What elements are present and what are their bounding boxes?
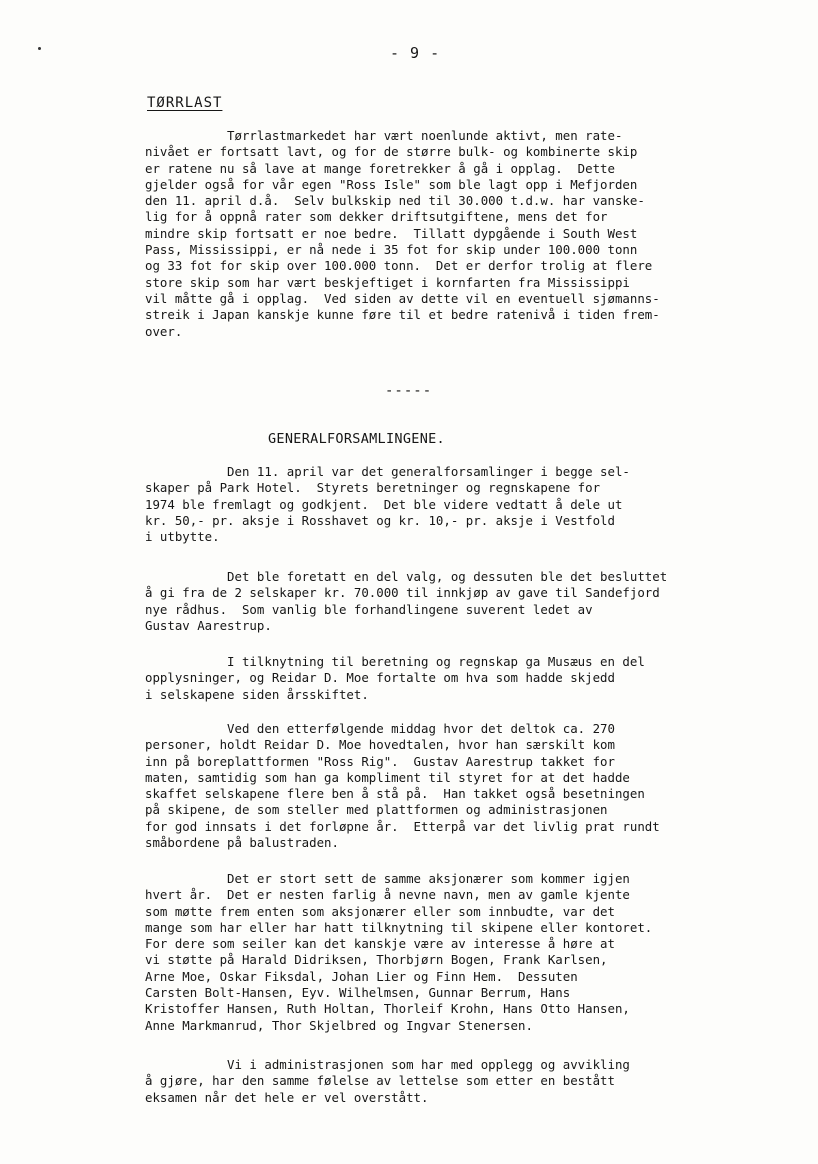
text-line: Anne Markmanrud, Thor Skjelbred og Ingvar Stenersen. — [145, 1017, 533, 1033]
text-line: å gjøre, har den samme følelse av lettelse som etter en bestått — [145, 1073, 615, 1089]
text-line: småbordene på balustraden. — [145, 835, 339, 851]
text-line: Kristoffer Hansen, Ruth Holtan, Thorleif Krohn, Hans Otto Hansen, — [145, 1001, 630, 1017]
text-line: skaper på Park Hotel. Styrets beretninger og regnskapene for — [145, 480, 601, 496]
section-heading-torrlast: TØRRLAST — [147, 95, 223, 111]
text-line: Carsten Bolt-Hansen, Eyv. Wilhelmsen, Gunnar Berrum, Hans — [145, 985, 571, 1001]
text-line: mindre skip fortsatt er noe bedre. Tillatt dypgående i South West — [145, 225, 638, 241]
paragraph-dinner — [145, 721, 720, 851]
text-line: maten, samtidig som han ga kompliment til styret for at det hadde — [145, 769, 630, 785]
section-divider: ----- — [385, 383, 433, 399]
text-line: Vi i administrasjonen som har med opplegg og avvikling — [145, 1057, 630, 1072]
text-line: For dere som seiler kan det kanskje være av interesse å høre at — [145, 936, 615, 952]
text-line: skaffet selskapene flere ben å stå på. Han takket også besetningen — [145, 786, 645, 802]
scan-speck — [38, 47, 41, 50]
text-line: Det ble foretatt en del valg, og dessuten ble det besluttet — [145, 569, 668, 584]
text-line: streik i Japan kanskje kunne føre til et bedre ratenivå i tiden frem- — [145, 307, 660, 323]
text-line: lig for å oppnå rater som dekker driftsutgiftene, mens det for — [145, 209, 608, 225]
page-number: - 9 - — [390, 44, 441, 62]
paragraph-meeting — [145, 464, 720, 545]
text-line: og 33 fot for skip over 100.000 tonn. Det er derfor trolig at flere — [145, 258, 653, 274]
text-line: vil måtte gå i opplag. Ved siden av dette vil en eventuell sjømanns- — [145, 290, 660, 306]
text-line: i utbytte. — [145, 529, 220, 545]
paragraph-reports — [145, 654, 720, 703]
paragraph-shareholders — [145, 871, 720, 1034]
text-line: Tørrlastmarkedet har vært noenlunde aktivt, men rate- — [145, 128, 623, 143]
text-line: Den 11. april var det generalforsamlinger i begge sel- — [145, 464, 630, 479]
section-heading-generalforsamlingene: GENERALFORSAMLINGENE. — [268, 431, 445, 447]
text-line: inn på boreplattformen "Ross Rig". Gustav Aarestrup takket for — [145, 753, 615, 769]
text-line: nivået er fortsatt lavt, og for de større bulk- og kombinerte skip — [145, 144, 638, 160]
text-line: Gustav Aarestrup. — [145, 617, 272, 633]
text-line: nye rådhus. Som vanlig ble forhandlingene suverent ledet av — [145, 601, 593, 617]
text-line: for god innsats i det forløpne år. Etterpå var det livlig prat rundt — [145, 818, 660, 834]
text-line: kr. 50,- pr. aksje i Rosshavet og kr. 10,- pr. aksje i Vestfold — [145, 512, 615, 528]
text-line: i selskapene siden årsskiftet. — [145, 686, 369, 702]
text-line: som møtte frem enten som aksjonærer eller som innbudte, var det — [145, 903, 615, 919]
paragraph-closing — [145, 1057, 720, 1106]
text-line: mange som har eller har hatt tilknytning til skipene eller kontoret. — [145, 919, 653, 935]
text-line: Pass, Mississippi, er nå nede i 35 fot for skip under 100.000 tonn — [145, 242, 638, 258]
text-line: gjelder også for vår egen "Ross Isle" som ble lagt opp i Mefjorden — [145, 176, 638, 192]
text-line: å gi fra de 2 selskaper kr. 70.000 til innkjøp av gave til Sandefjord — [145, 585, 660, 601]
text-line: personer, holdt Reidar D. Moe hovedtalen, hvor han særskilt kom — [145, 737, 615, 753]
paragraph-elections — [145, 569, 720, 634]
text-line: den 11. april d.å. Selv bulkskip ned til 30.000 t.d.w. har vanske- — [145, 193, 645, 209]
text-line: Ved den etterfølgende middag hvor det deltok ca. 270 — [145, 721, 615, 736]
paragraph-torrlast — [145, 128, 720, 340]
text-line: Arne Moe, Oskar Fiksdal, Johan Lier og Finn Hem. Dessuten — [145, 968, 578, 984]
text-line: over. — [145, 323, 183, 339]
text-line: eksamen når det hele er vel overstått. — [145, 1089, 429, 1105]
text-line: er ratene nu så lave at mange foretrekker å gå i opplag. Dette — [145, 160, 615, 176]
text-line: I tilknytning til beretning og regnskap ga Musæus en del — [145, 654, 645, 669]
text-line: vi støtte på Harald Didriksen, Thorbjørn Bogen, Frank Karlsen, — [145, 952, 608, 968]
text-line: 1974 ble fremlagt og godkjent. Det ble videre vedtatt å dele ut — [145, 496, 623, 512]
text-line: store skip som har vært beskjeftiget i kornfarten fra Mississippi — [145, 274, 630, 290]
text-line: på skipene, de som steller med plattformen og administrasjonen — [145, 802, 608, 818]
text-line: opplysninger, og Reidar D. Moe fortalte om hva som hadde skjedd — [145, 670, 615, 686]
text-line: hvert år. Det er nesten farlig å nevne navn, men av gamle kjente — [145, 887, 630, 903]
text-line: Det er stort sett de samme aksjonærer som kommer igjen — [145, 871, 630, 886]
